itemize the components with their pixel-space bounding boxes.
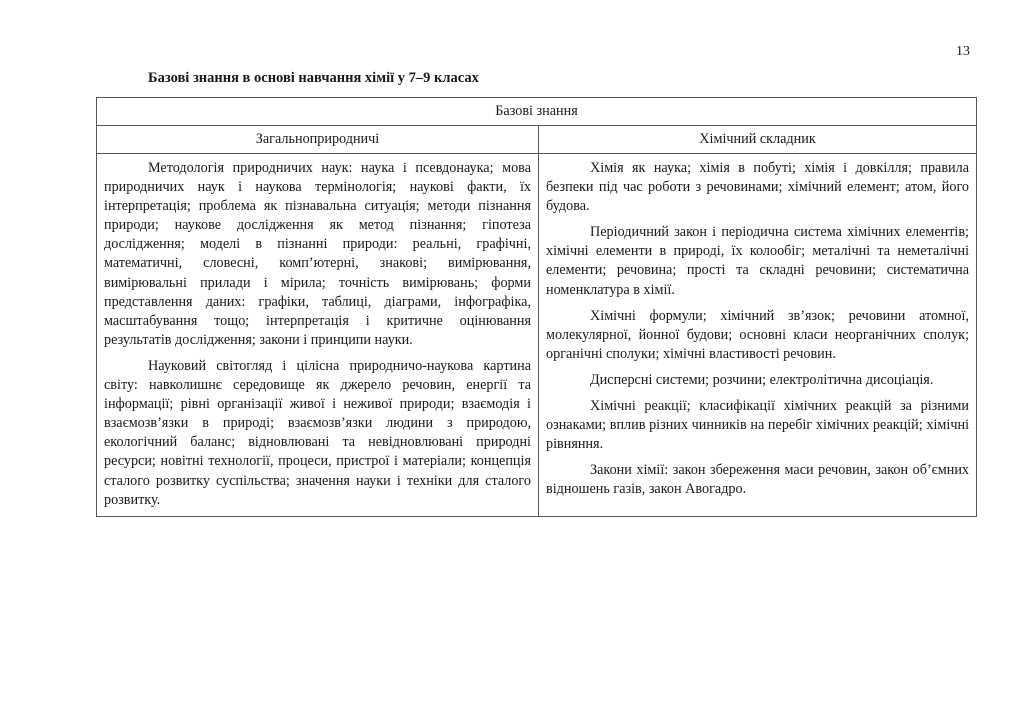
- paragraph: Методологія природничих наук: наука і псевдонаука; мова природничих наук і наукова термінологія; наукові факти, їх інтерпретація; проблема як пізнавальна ситуація; методи пізнання природи; наукове дослідження як метод пізнання; гіпотеза дослідження; моделі в пізнанні природи: реальні, графічні, математичні, словесні, комп’ютерні, знакові; вимірювання, вимірювальні прилади і мірила; точність вимірювань; форми представлення даних: графіки, таблиці, діаграми, інфографіка, масштабування тощо; інтерпретація і критичне оцінювання результатів дослідження; закони і принципи науки.: [104, 160, 531, 348]
- column-header-chemistry: Хімічний складник: [539, 126, 977, 154]
- paragraph: Науковий світогляд і цілісна природничо-наукова картина світу: навколишнє середовище як джерело речовин, енергії та інформації; рівні організації живої і неживої природи; взаємодія і взаємозв’язки в природі; взаємозв’язки людини з природою, екологічний баланс; відновлювані та невідновлювані природні ресурси; новітні технології, процеси, пристрої і матеріали; концепція сталого розвитку суспільства; значення науки і техніки для сталого розвитку.: [104, 357, 531, 508]
- general-knowledge-cell: [97, 154, 539, 517]
- paragraph: Хімічні реакції; класифікації хімічних реакцій за різними ознаками; вплив різних чинників на перебіг хімічних реакцій; хімічні рівняння.: [546, 398, 970, 453]
- chemistry-component-cell: [539, 154, 977, 517]
- paragraph: Періодичний закон і періодична система хімічних елементів; хімічні елементи в природі, їх колообіг; металічні та неметалічні елементи; речовина; прості та складні речовини; систематична номенклатура в хімії.: [546, 224, 970, 298]
- paragraph: Дисперсні системи; розчини; електролітична дисоціація.: [590, 371, 934, 388]
- table-header-row: [97, 98, 977, 126]
- document-title: Базові знання в основі навчання хімії у 7–9 класах: [148, 70, 479, 86]
- knowledge-table: [96, 97, 977, 517]
- table-row: [97, 154, 977, 517]
- table-main-header: Базові знання: [97, 98, 977, 126]
- page-number: 13: [956, 44, 970, 59]
- paragraph: Закони хімії: закон збереження маси речовин, закон об’ємних відношень газів, закон Авогадро.: [546, 462, 970, 498]
- paragraph: Хімічні формули; хімічний зв’язок; речовини атомної, молекулярної, йонної будови; основні класи неорганічних сполук; органічні сполуки; хімічні властивості речовин.: [546, 307, 970, 362]
- column-header-general: Загальноприродничі: [97, 126, 539, 154]
- table-column-header-row: [97, 126, 977, 154]
- paragraph: Хімія як наука; хімія в побуті; хімія і довкілля; правила безпеки під час роботи з речовинами; хімічний елемент; атом, його будова.: [546, 160, 970, 215]
